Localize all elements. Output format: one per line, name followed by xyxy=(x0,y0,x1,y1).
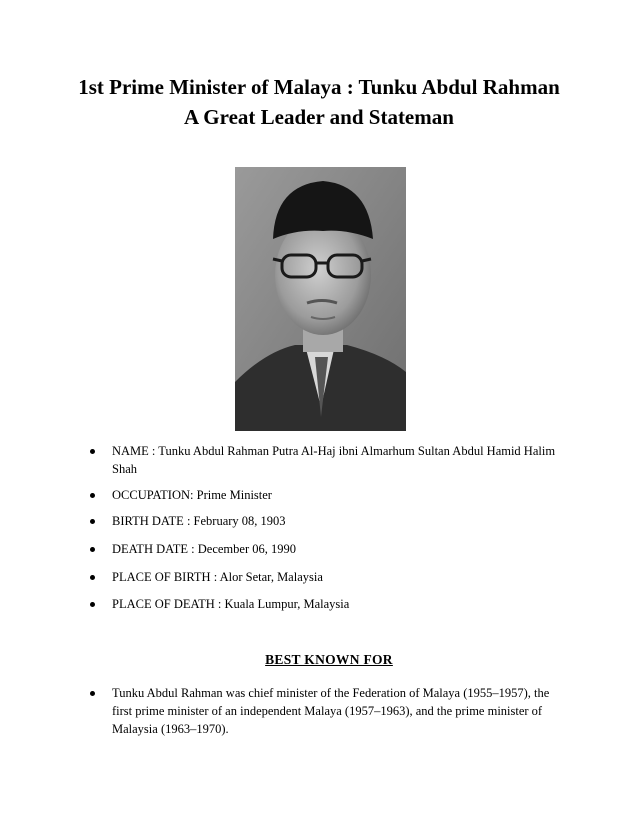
bullet-icon xyxy=(90,519,95,524)
best-known-heading: BEST KNOWN FOR xyxy=(265,652,393,667)
page-title xyxy=(40,72,598,132)
bullet-icon xyxy=(90,547,95,552)
fact-birth-date: BIRTH DATE : February 08, 1903 xyxy=(112,514,286,528)
list-item xyxy=(90,540,570,558)
bullet-icon xyxy=(90,602,95,607)
list-item xyxy=(90,568,570,586)
list-item xyxy=(90,595,570,613)
fact-place-of-death: PLACE OF DEATH : Kuala Lumpur, Malaysia xyxy=(112,597,350,611)
title-line-2: A Great Leader and Stateman xyxy=(184,105,454,129)
bullet-icon xyxy=(90,449,95,454)
list-item xyxy=(90,486,570,504)
fact-occupation: OCCUPATION: Prime Minister xyxy=(112,488,272,502)
bullet-icon xyxy=(90,493,95,498)
portrait-photo xyxy=(235,167,406,431)
fact-death-date: DEATH DATE : December 06, 1990 xyxy=(112,542,296,556)
best-known-text: Tunku Abdul Rahman was chief minister of the Federation of Malaya (1955–1957), the first prime minister of an independent Malaya (1957–1963), and the prime minister of Malaysia (1963–1970). xyxy=(112,686,550,736)
title-line-1: 1st Prime Minister of Malaya : Tunku Abdul Rahman xyxy=(78,75,560,99)
list-item xyxy=(90,442,570,478)
bullet-icon xyxy=(90,575,95,580)
list-item xyxy=(90,512,570,530)
list-item xyxy=(90,684,570,738)
bullet-icon xyxy=(90,691,95,696)
fact-name: NAME : Tunku Abdul Rahman Putra Al-Haj ibni Almarhum Sultan Abdul Hamid Halim Shah xyxy=(112,444,556,476)
fact-place-of-birth: PLACE OF BIRTH : Alor Setar, Malaysia xyxy=(112,570,323,584)
